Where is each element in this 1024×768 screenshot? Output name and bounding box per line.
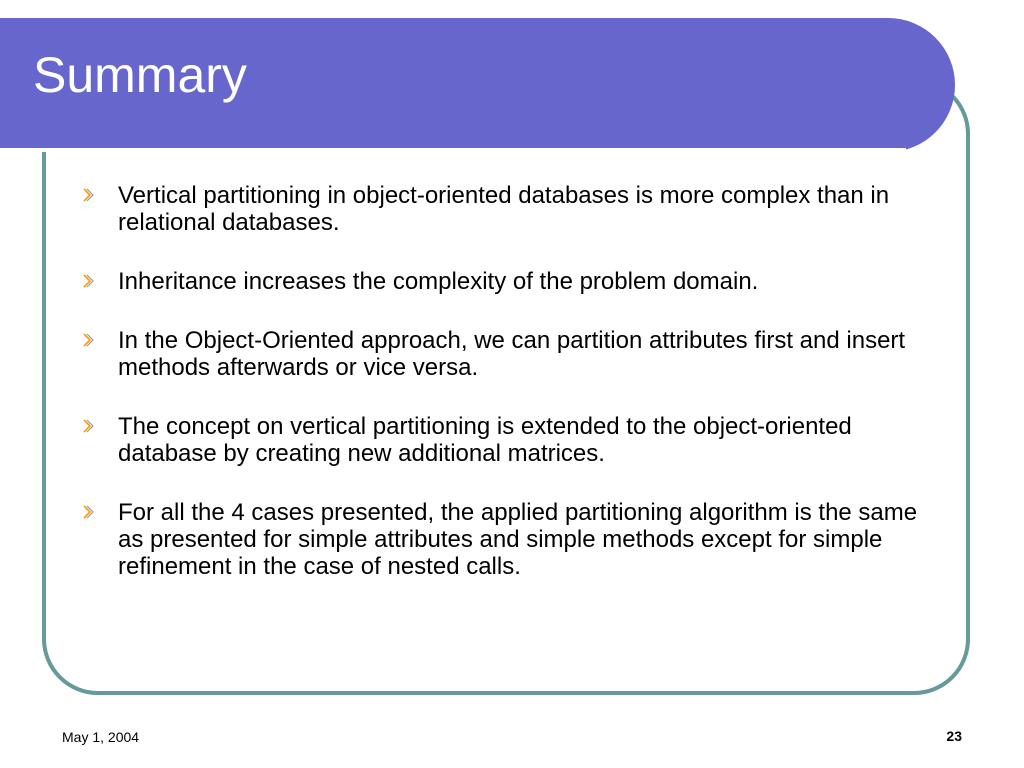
chevron-right-icon bbox=[80, 332, 96, 348]
bullet-text: Inheritance increases the complexity of the problem domain. bbox=[118, 268, 759, 295]
chevron-right-icon bbox=[80, 273, 96, 289]
chevron-right-icon bbox=[80, 187, 96, 203]
bullet-text: Vertical partitioning in object-oriented databases is more complex than in relational databases. bbox=[118, 182, 890, 236]
bullet-text: The concept on vertical partitioning is extended to the object-oriented database by creating new additional matrices. bbox=[118, 413, 852, 467]
chevron-right-icon bbox=[80, 504, 96, 520]
bullet-item bbox=[80, 268, 930, 295]
bullet-text: In the Object-Oriented approach, we can partition attributes first and insert methods afterwards or vice versa. bbox=[118, 327, 906, 381]
slide-title: Summary bbox=[33, 47, 247, 103]
page-number: 23 bbox=[946, 728, 962, 744]
bullet-item bbox=[80, 182, 930, 236]
bullet-list bbox=[80, 182, 930, 612]
title-underline bbox=[0, 148, 906, 152]
bullet-text: For all the 4 cases presented, the applied partitioning algorithm is the same as presented for simple attributes and simple methods except for simple refinement in the case of nested calls. bbox=[118, 499, 918, 580]
footer-date: May 1, 2004 bbox=[62, 729, 140, 745]
bullet-item bbox=[80, 413, 930, 467]
chevron-right-icon bbox=[80, 418, 96, 434]
bullet-item bbox=[80, 327, 930, 381]
bullet-item bbox=[80, 499, 930, 580]
